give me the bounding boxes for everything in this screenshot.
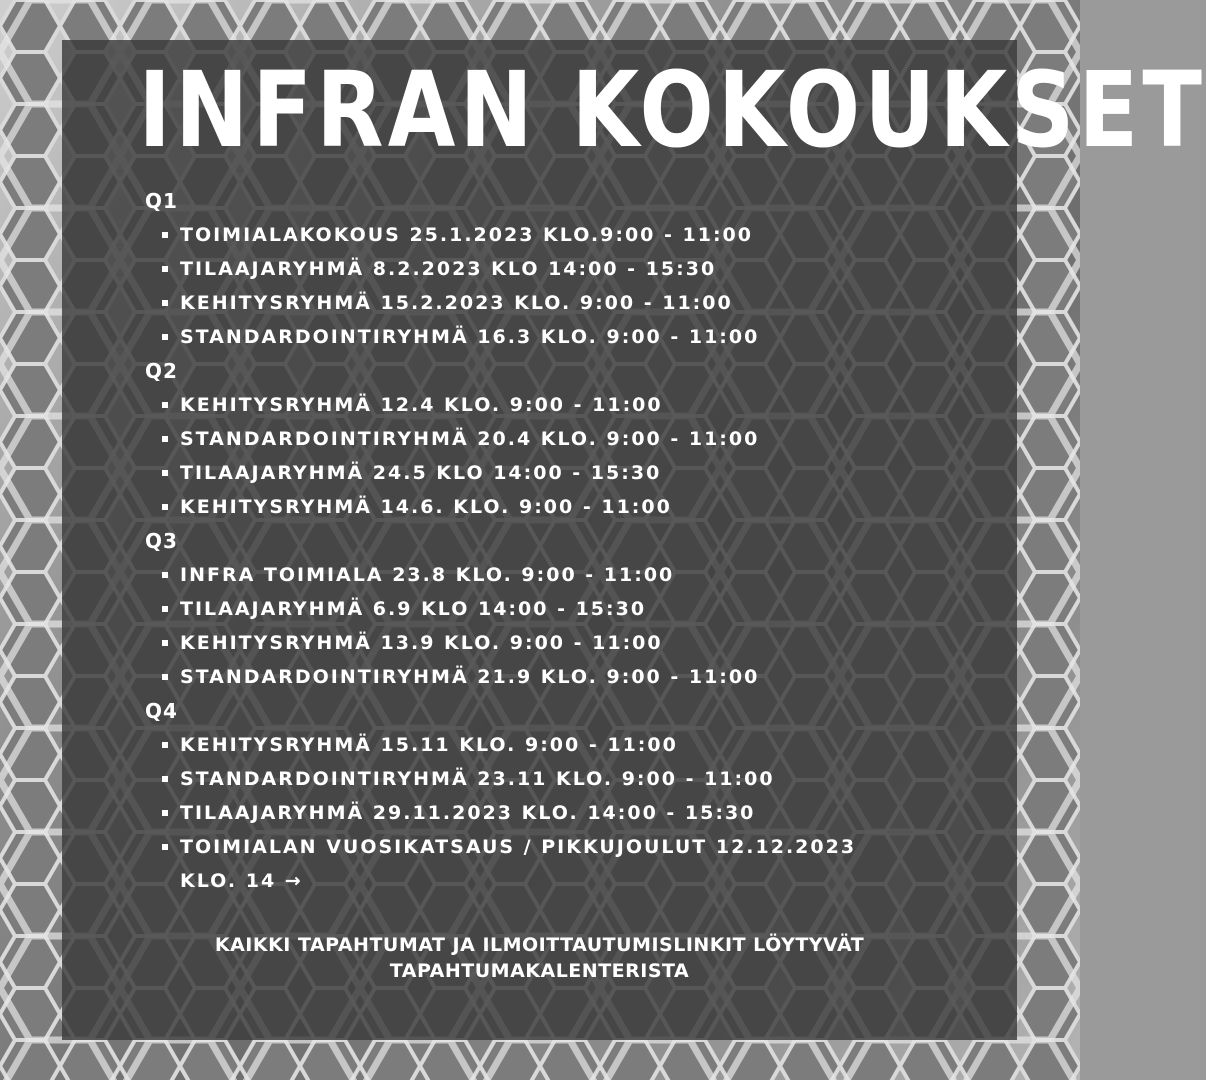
meeting-list-item [145,728,1005,762]
footer-note-text: KAIKKI TAPAHTUMAT JA ILMOITTAUTUMISLINKIT LÖYTYVÄT TAPAHTUMAKALENTERISTA [214,934,865,982]
quarter-q4 [145,694,1005,898]
footer-note [62,932,1017,984]
meeting-list-item [145,558,1005,592]
square-bullet-icon [162,232,168,238]
meeting-text: TILAAJARYHMÄ 6.9 KLO 14:00 - 15:30 [180,598,647,620]
meeting-text: STANDARDOINTIRYHMÄ 16.3 KLO. 9:00 - 11:00 [180,326,760,348]
square-bullet-icon [162,606,168,612]
quarter-q1 [145,184,1005,354]
quarter-label: Q2 [145,359,178,383]
meeting-list-item [145,252,1005,286]
square-bullet-icon [162,436,168,442]
meeting-text: INFRA TOIMIALA 23.8 KLO. 9:00 - 11:00 [180,564,675,586]
meeting-list-item [145,286,1005,320]
meeting-list-item [145,218,1005,252]
meeting-text: TILAAJARYHMÄ 29.11.2023 KLO. 14:00 - 15:30 [180,802,756,824]
quarter-q2 [145,354,1005,524]
square-bullet-icon [162,402,168,408]
meeting-text: KEHITYSRYHMÄ 12.4 KLO. 9:00 - 11:00 [180,394,663,416]
meeting-text: KEHITYSRYHMÄ 15.11 KLO. 9:00 - 11:00 [180,734,678,756]
meeting-list-item [145,388,1005,422]
meeting-list-item [145,490,1005,524]
meeting-list-item [145,830,1005,898]
meeting-text: TOIMIALAKOKOUS 25.1.2023 KLO.9:00 - 11:00 [180,224,753,246]
meeting-list-item [145,762,1005,796]
meeting-text: STANDARDOINTIRYHMÄ 20.4 KLO. 9:00 - 11:00 [180,428,760,450]
meeting-list-item [145,456,1005,490]
meeting-schedule [145,184,1005,898]
meeting-text: STANDARDOINTIRYHMÄ 23.11 KLO. 9:00 - 11:00 [180,768,775,790]
poster-headline: INFRAN KOKOUKSET [138,49,1206,171]
square-bullet-icon [162,742,168,748]
meeting-text: TILAAJARYHMÄ 8.2.2023 KLO 14:00 - 15:30 [180,258,717,280]
square-bullet-icon [162,470,168,476]
meeting-text: KEHITYSRYHMÄ 13.9 KLO. 9:00 - 11:00 [180,632,663,654]
meeting-list-item [145,660,1005,694]
square-bullet-icon [162,300,168,306]
square-bullet-icon [162,266,168,272]
square-bullet-icon [162,504,168,510]
meeting-text: TILAAJARYHMÄ 24.5 KLO 14:00 - 15:30 [180,462,662,484]
meeting-text: TOIMIALAN VUOSIKATSAUS / PIKKUJOULUT 12.12.2023 KLO. 14 → [180,836,857,892]
meeting-list-item [145,796,1005,830]
meeting-list-item [145,592,1005,626]
square-bullet-icon [162,844,168,850]
meeting-text: KEHITYSRYHMÄ 15.2.2023 KLO. 9:00 - 11:00 [180,292,733,314]
quarter-label: Q4 [145,699,178,723]
quarter-q3 [145,524,1005,694]
quarter-label: Q1 [145,189,178,213]
square-bullet-icon [162,810,168,816]
meeting-text: STANDARDOINTIRYHMÄ 21.9 KLO. 9:00 - 11:00 [180,666,760,688]
square-bullet-icon [162,674,168,680]
meeting-list-item [145,320,1005,354]
square-bullet-icon [162,334,168,340]
square-bullet-icon [162,640,168,646]
meeting-list-item [145,626,1005,660]
meeting-text: KEHITYSRYHMÄ 14.6. KLO. 9:00 - 11:00 [180,496,672,518]
square-bullet-icon [162,572,168,578]
quarter-label: Q3 [145,529,178,553]
square-bullet-icon [162,776,168,782]
meeting-list-item [145,422,1005,456]
